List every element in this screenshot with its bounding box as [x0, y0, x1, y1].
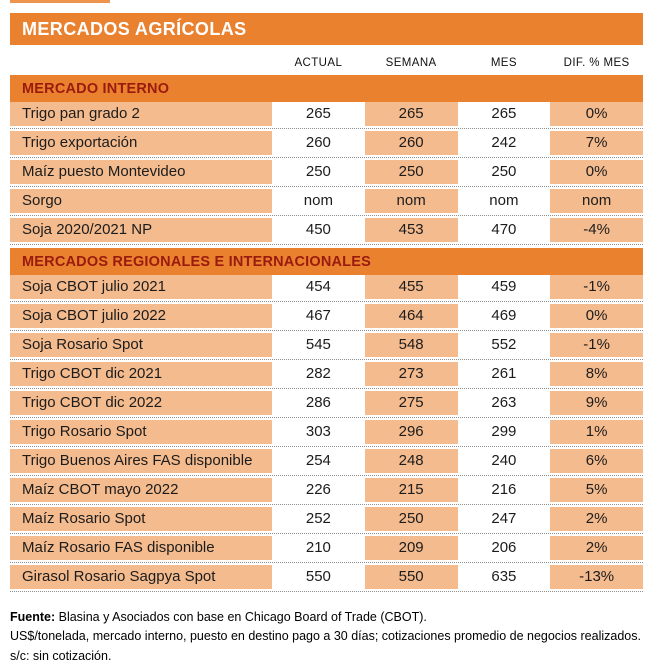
- cell-actual: 250: [272, 160, 365, 184]
- table-row: [10, 218, 643, 245]
- cell-actual: 282: [272, 362, 365, 386]
- cell-actual: 454: [272, 275, 365, 299]
- cell-actual: 254: [272, 449, 365, 473]
- row-label: Trigo Rosario Spot: [10, 420, 272, 444]
- row-label: Maíz Rosario Spot: [10, 507, 272, 531]
- cell-actual: 467: [272, 304, 365, 328]
- cell-dif: 2%: [550, 507, 643, 531]
- row-label: Trigo Buenos Aires FAS disponible: [10, 449, 272, 473]
- cell-mes: nom: [458, 189, 551, 213]
- row-label: Trigo CBOT dic 2021: [10, 362, 272, 386]
- cell-dif: -1%: [550, 333, 643, 357]
- cell-dif: -4%: [550, 218, 643, 242]
- cell-semana: 455: [365, 275, 458, 299]
- cell-dif: nom: [550, 189, 643, 213]
- cell-actual: nom: [272, 189, 365, 213]
- column-header-mes: MES: [490, 57, 517, 69]
- table-row: [10, 304, 643, 331]
- row-label: Trigo exportación: [10, 131, 272, 155]
- table-row: [10, 160, 643, 187]
- table-row: [10, 565, 643, 592]
- cell-mes: 206: [458, 536, 551, 560]
- cell-mes: 240: [458, 449, 551, 473]
- cell-mes: 469: [458, 304, 551, 328]
- cell-dif: 0%: [550, 102, 643, 126]
- row-label: Maíz CBOT mayo 2022: [10, 478, 272, 502]
- cell-semana: 550: [365, 565, 458, 589]
- cell-mes: 459: [458, 275, 551, 299]
- cell-mes: 635: [458, 565, 551, 589]
- cell-actual: 210: [272, 536, 365, 560]
- section-header: MERCADOS REGIONALES E INTERNACIONALES: [10, 248, 643, 275]
- table-row: [10, 449, 643, 476]
- cell-mes: 265: [458, 102, 551, 126]
- cell-actual: 252: [272, 507, 365, 531]
- note-line-1: US$/tonelada, mercado interno, puesto en destino pago a 30 días; cotizaciones promedio de negocios realizados.: [10, 629, 641, 644]
- column-header-semana: SEMANA: [385, 57, 437, 69]
- cell-mes: 242: [458, 131, 551, 155]
- cell-dif: -13%: [550, 565, 643, 589]
- cell-actual: 265: [272, 102, 365, 126]
- cell-mes: 247: [458, 507, 551, 531]
- cell-dif: 1%: [550, 420, 643, 444]
- table-row: [10, 275, 643, 302]
- cell-mes: 216: [458, 478, 551, 502]
- cell-actual: 303: [272, 420, 365, 444]
- row-label: Soja 2020/2021 NP: [10, 218, 272, 242]
- source-line: [10, 608, 643, 627]
- cell-semana: 260: [365, 131, 458, 155]
- cell-actual: 260: [272, 131, 365, 155]
- row-label: Soja CBOT julio 2021: [10, 275, 272, 299]
- table-row: [10, 102, 643, 129]
- cell-dif: 2%: [550, 536, 643, 560]
- table-row: [10, 478, 643, 505]
- row-label: Girasol Rosario Sagpya Spot: [10, 565, 272, 589]
- table-row: [10, 131, 643, 158]
- source-label: Fuente:: [10, 610, 56, 624]
- row-label: Trigo pan grado 2: [10, 102, 272, 126]
- table-row: [10, 420, 643, 447]
- cell-actual: 226: [272, 478, 365, 502]
- cell-mes: 470: [458, 218, 551, 242]
- cell-semana: 250: [365, 160, 458, 184]
- table-sections: [10, 75, 643, 592]
- cell-actual: 550: [272, 565, 365, 589]
- cell-dif: 9%: [550, 391, 643, 415]
- cell-semana: 215: [365, 478, 458, 502]
- table-row: [10, 189, 643, 216]
- cell-semana: 273: [365, 362, 458, 386]
- row-label: Maíz Rosario FAS disponible: [10, 536, 272, 560]
- column-headers: [10, 54, 643, 72]
- cell-dif: 5%: [550, 478, 643, 502]
- table-row: [10, 536, 643, 563]
- row-label: Sorgo: [10, 189, 272, 213]
- cell-semana: 296: [365, 420, 458, 444]
- page-title: MERCADOS AGRÍCOLAS: [22, 18, 247, 39]
- table-row: [10, 362, 643, 389]
- column-header-dif: DIF. % MES: [563, 57, 630, 69]
- table-row: [10, 333, 643, 360]
- cell-dif: 7%: [550, 131, 643, 155]
- cell-semana: 453: [365, 218, 458, 242]
- cell-semana: 464: [365, 304, 458, 328]
- footer-notes: [10, 608, 643, 666]
- cell-dif: 0%: [550, 304, 643, 328]
- cell-dif: 0%: [550, 160, 643, 184]
- cell-semana: 548: [365, 333, 458, 357]
- cell-semana: 248: [365, 449, 458, 473]
- cell-mes: 552: [458, 333, 551, 357]
- cell-actual: 450: [272, 218, 365, 242]
- row-label: Trigo CBOT dic 2022: [10, 391, 272, 415]
- cell-mes: 299: [458, 420, 551, 444]
- row-label: Soja CBOT julio 2022: [10, 304, 272, 328]
- cell-semana: 275: [365, 391, 458, 415]
- table-row: [10, 391, 643, 418]
- column-header-actual: ACTUAL: [294, 57, 343, 69]
- title-bar: [10, 13, 643, 45]
- section-header: MERCADO INTERNO: [10, 75, 643, 102]
- cell-dif: -1%: [550, 275, 643, 299]
- row-label: Soja Rosario Spot: [10, 333, 272, 357]
- source-text: Blasina y Asociados con base en Chicago Board of Trade (CBOT).: [55, 610, 427, 624]
- table-row: [10, 507, 643, 534]
- cell-dif: 6%: [550, 449, 643, 473]
- cell-dif: 8%: [550, 362, 643, 386]
- cell-semana: 209: [365, 536, 458, 560]
- cell-actual: 545: [272, 333, 365, 357]
- cell-mes: 263: [458, 391, 551, 415]
- note-line-2: s/c: sin cotización.: [10, 648, 112, 663]
- row-label: Maíz puesto Montevideo: [10, 160, 272, 184]
- cell-semana: 250: [365, 507, 458, 531]
- cell-semana: 265: [365, 102, 458, 126]
- cell-actual: 286: [272, 391, 365, 415]
- cell-mes: 261: [458, 362, 551, 386]
- cell-semana: nom: [365, 189, 458, 213]
- cell-mes: 250: [458, 160, 551, 184]
